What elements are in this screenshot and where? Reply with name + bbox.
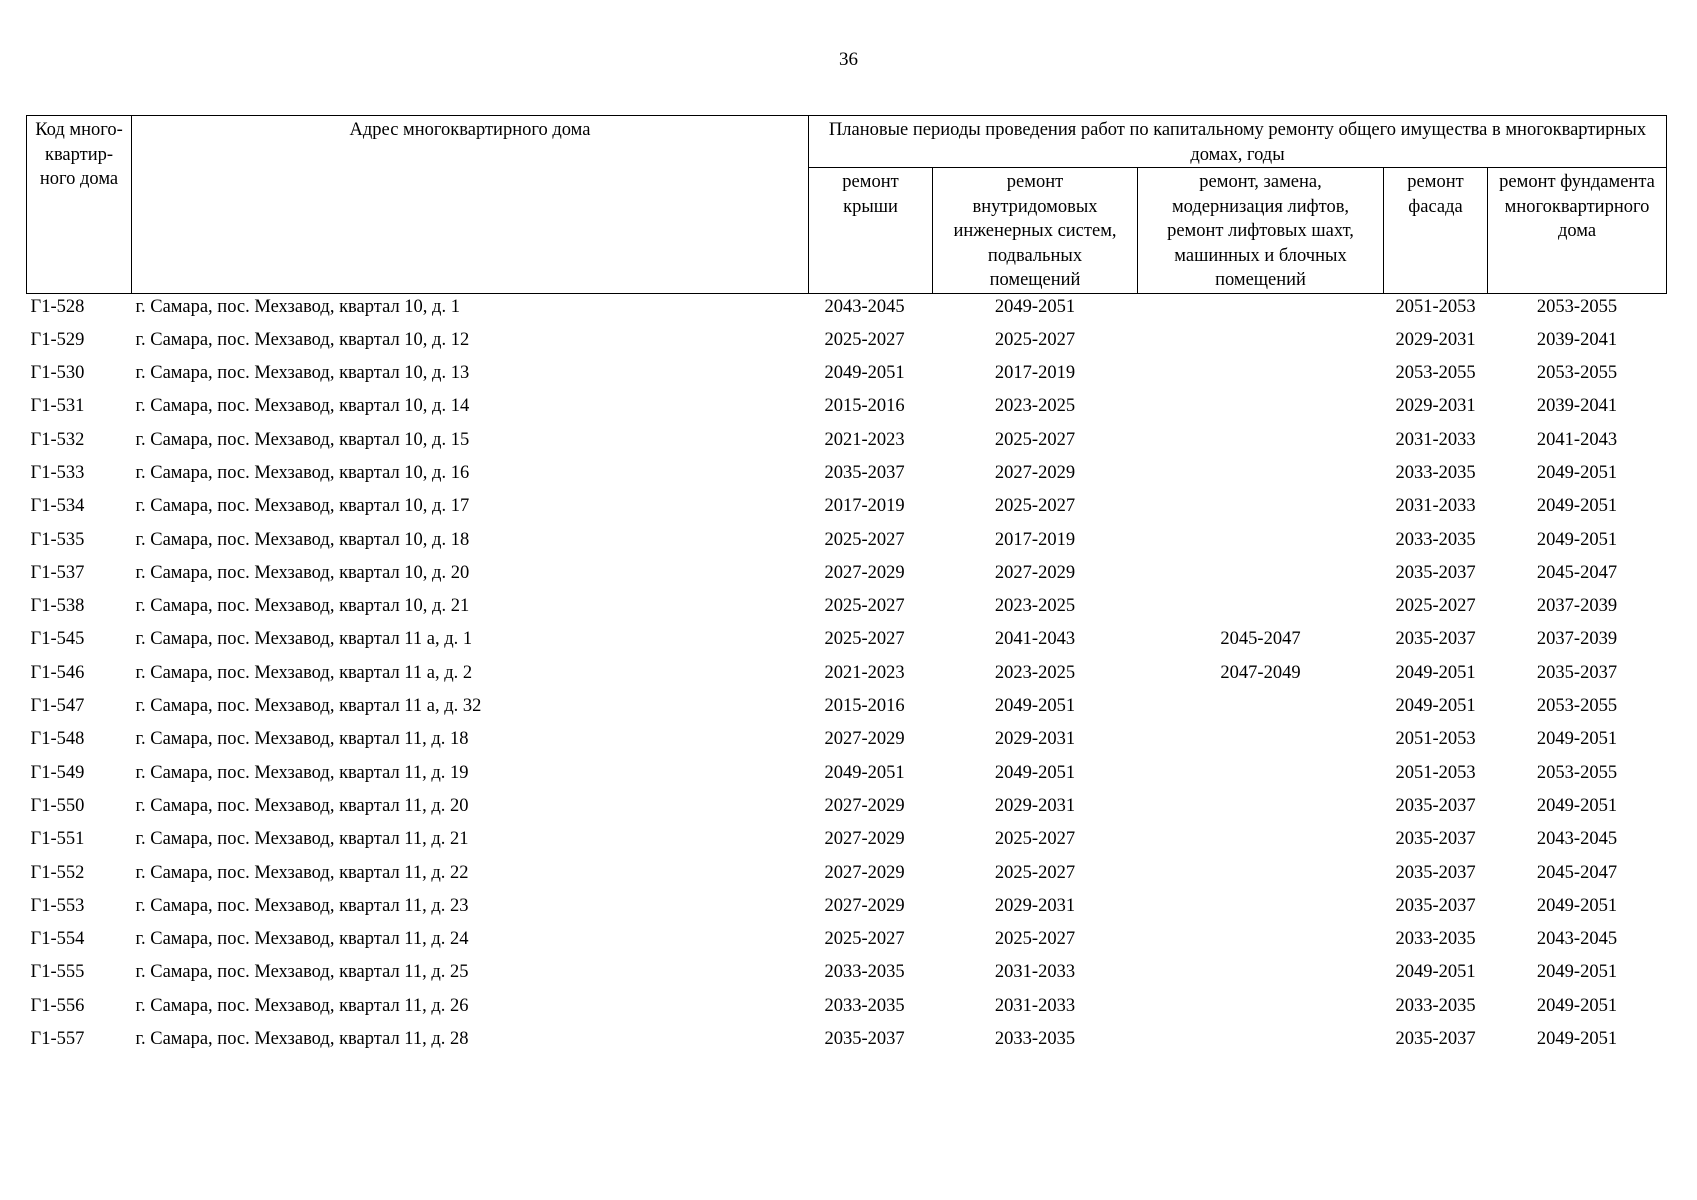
foundation-repair-cell: 2053-2055 xyxy=(1536,762,1618,783)
building-code-cell: Г1-533 xyxy=(30,462,85,483)
table-row xyxy=(27,1026,1667,1059)
engineering-repair-cell: 2023-2025 xyxy=(994,396,1076,417)
lift-repair-cell xyxy=(1138,427,1384,460)
roof-repair-cell: 2033-2035 xyxy=(824,995,905,1016)
lift-repair-cell xyxy=(1138,893,1384,926)
table-row xyxy=(27,626,1667,659)
building-code-cell: Г1-530 xyxy=(30,363,85,384)
foundation-repair-cell: 2049-2051 xyxy=(1536,795,1618,816)
table-row xyxy=(27,293,1667,327)
foundation-repair-cell: 2035-2037 xyxy=(1536,662,1618,683)
address-cell: г. Самара, пос. Мехзавод, квартал 11, д. 22 xyxy=(135,862,469,883)
table-row xyxy=(27,693,1667,726)
lift-repair-cell xyxy=(1138,693,1384,726)
facade-repair-cell: 2029-2031 xyxy=(1395,329,1476,350)
address-cell: г. Самара, пос. Мехзавод, квартал 10, д. 20 xyxy=(135,562,470,583)
table-row xyxy=(27,593,1667,626)
address-cell: г. Самара, пос. Мехзавод, квартал 11, д. 24 xyxy=(135,929,469,950)
building-code-cell: Г1-555 xyxy=(30,962,85,983)
table-row xyxy=(27,327,1667,360)
foundation-repair-cell: 2049-2051 xyxy=(1536,529,1618,550)
building-code-cell: Г1-538 xyxy=(30,596,85,617)
facade-repair-cell: 2035-2037 xyxy=(1395,829,1476,850)
engineering-repair-cell: 2049-2051 xyxy=(994,762,1076,783)
table-row xyxy=(27,993,1667,1026)
engineering-repair-cell: 2031-2033 xyxy=(994,995,1076,1016)
engineering-repair-cell: 2027-2029 xyxy=(994,462,1076,483)
foundation-repair-cell: 2049-2051 xyxy=(1536,729,1618,750)
facade-repair-cell: 2051-2053 xyxy=(1395,296,1476,317)
roof-repair-cell: 2017-2019 xyxy=(824,496,905,517)
engineering-repair-cell: 2025-2027 xyxy=(994,829,1076,850)
lift-repair-cell xyxy=(1138,360,1384,393)
engineering-repair-cell: 2025-2027 xyxy=(994,929,1076,950)
roof-repair-cell: 2025-2027 xyxy=(824,529,905,550)
header-building-code: Код много- квартир- ного дома xyxy=(27,116,132,294)
table-row xyxy=(27,860,1667,893)
building-code-cell: Г1-551 xyxy=(30,829,85,850)
foundation-repair-cell: 2039-2041 xyxy=(1536,396,1618,417)
building-code-cell: Г1-550 xyxy=(30,795,85,816)
foundation-repair-cell: 2053-2055 xyxy=(1536,363,1618,384)
roof-repair-cell: 2027-2029 xyxy=(824,895,905,916)
table-row xyxy=(27,360,1667,393)
roof-repair-cell: 2025-2027 xyxy=(824,629,905,650)
lift-repair-cell xyxy=(1138,726,1384,759)
address-cell: г. Самара, пос. Мехзавод, квартал 11, д. 19 xyxy=(135,762,469,783)
facade-repair-cell: 2035-2037 xyxy=(1395,1029,1476,1050)
foundation-repair-cell: 2045-2047 xyxy=(1536,862,1618,883)
address-cell: г. Самара, пос. Мехзавод, квартал 11, д. 28 xyxy=(135,1029,469,1050)
table-row xyxy=(27,793,1667,826)
foundation-repair-cell: 2041-2043 xyxy=(1536,429,1618,450)
table-body xyxy=(27,293,1667,1059)
lift-repair-cell xyxy=(1138,293,1384,327)
roof-repair-cell: 2027-2029 xyxy=(824,829,905,850)
roof-repair-cell: 2021-2023 xyxy=(824,662,905,683)
lift-repair-cell xyxy=(1138,560,1384,593)
facade-repair-cell: 2033-2035 xyxy=(1395,929,1476,950)
table-row xyxy=(27,726,1667,759)
roof-repair-cell: 2015-2016 xyxy=(824,696,905,717)
lift-repair-cell xyxy=(1138,793,1384,826)
facade-repair-cell: 2035-2037 xyxy=(1395,562,1476,583)
lift-repair-cell: 2047-2049 xyxy=(1220,662,1301,683)
building-code-cell: Г1-547 xyxy=(30,696,85,717)
lift-repair-cell xyxy=(1138,527,1384,560)
address-cell: г. Самара, пос. Мехзавод, квартал 10, д. 17 xyxy=(135,496,470,517)
facade-repair-cell: 2049-2051 xyxy=(1395,662,1476,683)
address-cell: г. Самара, пос. Мехзавод, квартал 10, д. 15 xyxy=(135,429,470,450)
engineering-repair-cell: 2049-2051 xyxy=(994,696,1076,717)
facade-repair-cell: 2051-2053 xyxy=(1395,762,1476,783)
facade-repair-cell: 2033-2035 xyxy=(1395,995,1476,1016)
facade-repair-cell: 2035-2037 xyxy=(1395,795,1476,816)
facade-repair-cell: 2051-2053 xyxy=(1395,729,1476,750)
building-code-cell: Г1-552 xyxy=(30,862,85,883)
roof-repair-cell: 2015-2016 xyxy=(824,396,905,417)
facade-repair-cell: 2025-2027 xyxy=(1395,596,1476,617)
building-code-cell: Г1-529 xyxy=(30,329,85,350)
address-cell: г. Самара, пос. Мехзавод, квартал 11, д. 26 xyxy=(135,995,469,1016)
facade-repair-cell: 2049-2051 xyxy=(1395,962,1476,983)
facade-repair-cell: 2029-2031 xyxy=(1395,396,1476,417)
roof-repair-cell: 2035-2037 xyxy=(824,462,905,483)
lift-repair-cell xyxy=(1138,860,1384,893)
lift-repair-cell xyxy=(1138,959,1384,992)
foundation-repair-cell: 2039-2041 xyxy=(1536,329,1618,350)
header-planned-periods: Плановые периоды проведения работ по капитальному ремонту общего имущества в многоквартирных домах, годы xyxy=(809,116,1667,168)
engineering-repair-cell: 2029-2031 xyxy=(994,895,1076,916)
page-number: 36 xyxy=(839,49,858,70)
building-code-cell: Г1-532 xyxy=(30,429,85,450)
header-roof-repair: ремонт крыши xyxy=(809,168,933,294)
table-header xyxy=(27,116,1667,294)
address-cell: г. Самара, пос. Мехзавод, квартал 10, д. 21 xyxy=(135,596,470,617)
building-code-cell: Г1-554 xyxy=(30,929,85,950)
roof-repair-cell: 2027-2029 xyxy=(824,729,905,750)
roof-repair-cell: 2025-2027 xyxy=(824,596,905,617)
lift-repair-cell xyxy=(1138,826,1384,859)
address-cell: г. Самара, пос. Мехзавод, квартал 11 а, д. 1 xyxy=(135,629,473,650)
building-code-cell: Г1-553 xyxy=(30,895,85,916)
engineering-repair-cell: 2025-2027 xyxy=(994,429,1076,450)
facade-repair-cell: 2033-2035 xyxy=(1395,529,1476,550)
building-code-cell: Г1-534 xyxy=(30,496,85,517)
roof-repair-cell: 2025-2027 xyxy=(824,929,905,950)
header-engineering-systems-repair: ремонт внутридомовых инженерных систем, подвальных помещений xyxy=(933,168,1138,294)
roof-repair-cell: 2035-2037 xyxy=(824,1029,905,1050)
address-cell: г. Самара, пос. Мехзавод, квартал 11, д. 21 xyxy=(135,829,469,850)
lift-repair-cell xyxy=(1138,460,1384,493)
engineering-repair-cell: 2025-2027 xyxy=(994,862,1076,883)
foundation-repair-cell: 2049-2051 xyxy=(1536,462,1618,483)
lift-repair-cell xyxy=(1138,926,1384,959)
table-row xyxy=(27,527,1667,560)
header-foundation-repair: ремонт фундамента многоквартирного дома xyxy=(1488,168,1667,294)
facade-repair-cell: 2049-2051 xyxy=(1395,696,1476,717)
lift-repair-cell xyxy=(1138,327,1384,360)
building-code-cell: Г1-545 xyxy=(30,629,85,650)
engineering-repair-cell: 2023-2025 xyxy=(994,596,1076,617)
facade-repair-cell: 2031-2033 xyxy=(1395,429,1476,450)
facade-repair-cell: 2035-2037 xyxy=(1395,862,1476,883)
lift-repair-cell xyxy=(1138,493,1384,526)
engineering-repair-cell: 2031-2033 xyxy=(994,962,1076,983)
table-row xyxy=(27,427,1667,460)
building-code-cell: Г1-537 xyxy=(30,562,85,583)
foundation-repair-cell: 2049-2051 xyxy=(1536,962,1618,983)
foundation-repair-cell: 2043-2045 xyxy=(1536,829,1618,850)
foundation-repair-cell: 2049-2051 xyxy=(1536,895,1618,916)
address-cell: г. Самара, пос. Мехзавод, квартал 11, д. 25 xyxy=(135,962,469,983)
address-cell: г. Самара, пос. Мехзавод, квартал 10, д. 14 xyxy=(135,396,470,417)
engineering-repair-cell: 2033-2035 xyxy=(994,1029,1076,1050)
foundation-repair-cell: 2045-2047 xyxy=(1536,562,1618,583)
address-cell: г. Самара, пос. Мехзавод, квартал 11, д. 23 xyxy=(135,895,469,916)
foundation-repair-cell: 2037-2039 xyxy=(1536,596,1618,617)
header-facade-repair: ремонт фасада xyxy=(1384,168,1488,294)
engineering-repair-cell: 2029-2031 xyxy=(994,729,1076,750)
lift-repair-cell xyxy=(1138,1026,1384,1059)
engineering-repair-cell: 2017-2019 xyxy=(994,363,1076,384)
engineering-repair-cell: 2049-2051 xyxy=(994,296,1076,317)
building-code-cell: Г1-546 xyxy=(30,662,85,683)
capital-repair-schedule-table xyxy=(26,115,1667,1059)
engineering-repair-cell: 2023-2025 xyxy=(994,662,1076,683)
foundation-repair-cell: 2049-2051 xyxy=(1536,496,1618,517)
table-row xyxy=(27,560,1667,593)
table-row xyxy=(27,760,1667,793)
facade-repair-cell: 2035-2037 xyxy=(1395,629,1476,650)
table-row xyxy=(27,393,1667,426)
engineering-repair-cell: 2029-2031 xyxy=(994,795,1076,816)
foundation-repair-cell: 2043-2045 xyxy=(1536,929,1618,950)
address-cell: г. Самара, пос. Мехзавод, квартал 11 а, д. 2 xyxy=(135,662,473,683)
address-cell: г. Самара, пос. Мехзавод, квартал 11 а, д. 32 xyxy=(135,696,482,717)
engineering-repair-cell: 2027-2029 xyxy=(994,562,1076,583)
header-lift-repair: ремонт, замена, модернизация лифтов, ремонт лифтовых шахт, машинных и блочных помещений xyxy=(1138,168,1384,294)
table-row xyxy=(27,826,1667,859)
facade-repair-cell: 2033-2035 xyxy=(1395,462,1476,483)
address-cell: г. Самара, пос. Мехзавод, квартал 11, д. 18 xyxy=(135,729,469,750)
facade-repair-cell: 2035-2037 xyxy=(1395,895,1476,916)
roof-repair-cell: 2025-2027 xyxy=(824,329,905,350)
address-cell: г. Самара, пос. Мехзавод, квартал 10, д. 1 xyxy=(135,296,460,317)
building-code-cell: Г1-528 xyxy=(30,296,85,317)
lift-repair-cell xyxy=(1138,993,1384,1026)
engineering-repair-cell: 2017-2019 xyxy=(994,529,1076,550)
foundation-repair-cell: 2037-2039 xyxy=(1536,629,1618,650)
table-row xyxy=(27,493,1667,526)
roof-repair-cell: 2027-2029 xyxy=(824,562,905,583)
table-row xyxy=(27,660,1667,693)
facade-repair-cell: 2053-2055 xyxy=(1395,363,1476,384)
engineering-repair-cell: 2025-2027 xyxy=(994,496,1076,517)
address-cell: г. Самара, пос. Мехзавод, квартал 11, д. 20 xyxy=(135,795,469,816)
address-cell: г. Самара, пос. Мехзавод, квартал 10, д. 18 xyxy=(135,529,470,550)
table-row xyxy=(27,893,1667,926)
table-row xyxy=(27,959,1667,992)
header-address: Адрес многоквартирного дома xyxy=(132,116,809,294)
building-code-cell: Г1-535 xyxy=(30,529,85,550)
building-code-cell: Г1-548 xyxy=(30,729,85,750)
lift-repair-cell xyxy=(1138,393,1384,426)
foundation-repair-cell: 2053-2055 xyxy=(1536,696,1618,717)
roof-repair-cell: 2027-2029 xyxy=(824,795,905,816)
facade-repair-cell: 2031-2033 xyxy=(1395,496,1476,517)
roof-repair-cell: 2027-2029 xyxy=(824,862,905,883)
building-code-cell: Г1-531 xyxy=(30,396,85,417)
address-cell: г. Самара, пос. Мехзавод, квартал 10, д. 16 xyxy=(135,462,470,483)
foundation-repair-cell: 2053-2055 xyxy=(1536,296,1618,317)
table-row xyxy=(27,460,1667,493)
address-cell: г. Самара, пос. Мехзавод, квартал 10, д. 13 xyxy=(135,363,470,384)
lift-repair-cell xyxy=(1138,760,1384,793)
building-code-cell: Г1-556 xyxy=(30,995,85,1016)
roof-repair-cell: 2021-2023 xyxy=(824,429,905,450)
roof-repair-cell: 2049-2051 xyxy=(824,363,905,384)
building-code-cell: Г1-549 xyxy=(30,762,85,783)
building-code-cell: Г1-557 xyxy=(30,1029,85,1050)
foundation-repair-cell: 2049-2051 xyxy=(1536,995,1618,1016)
address-cell: г. Самара, пос. Мехзавод, квартал 10, д. 12 xyxy=(135,329,470,350)
roof-repair-cell: 2049-2051 xyxy=(824,762,905,783)
lift-repair-cell: 2045-2047 xyxy=(1220,629,1301,650)
engineering-repair-cell: 2041-2043 xyxy=(994,629,1076,650)
engineering-repair-cell: 2025-2027 xyxy=(994,329,1076,350)
table-row xyxy=(27,926,1667,959)
lift-repair-cell xyxy=(1138,593,1384,626)
roof-repair-cell: 2033-2035 xyxy=(824,962,905,983)
foundation-repair-cell: 2049-2051 xyxy=(1536,1029,1618,1050)
roof-repair-cell: 2043-2045 xyxy=(824,296,905,317)
